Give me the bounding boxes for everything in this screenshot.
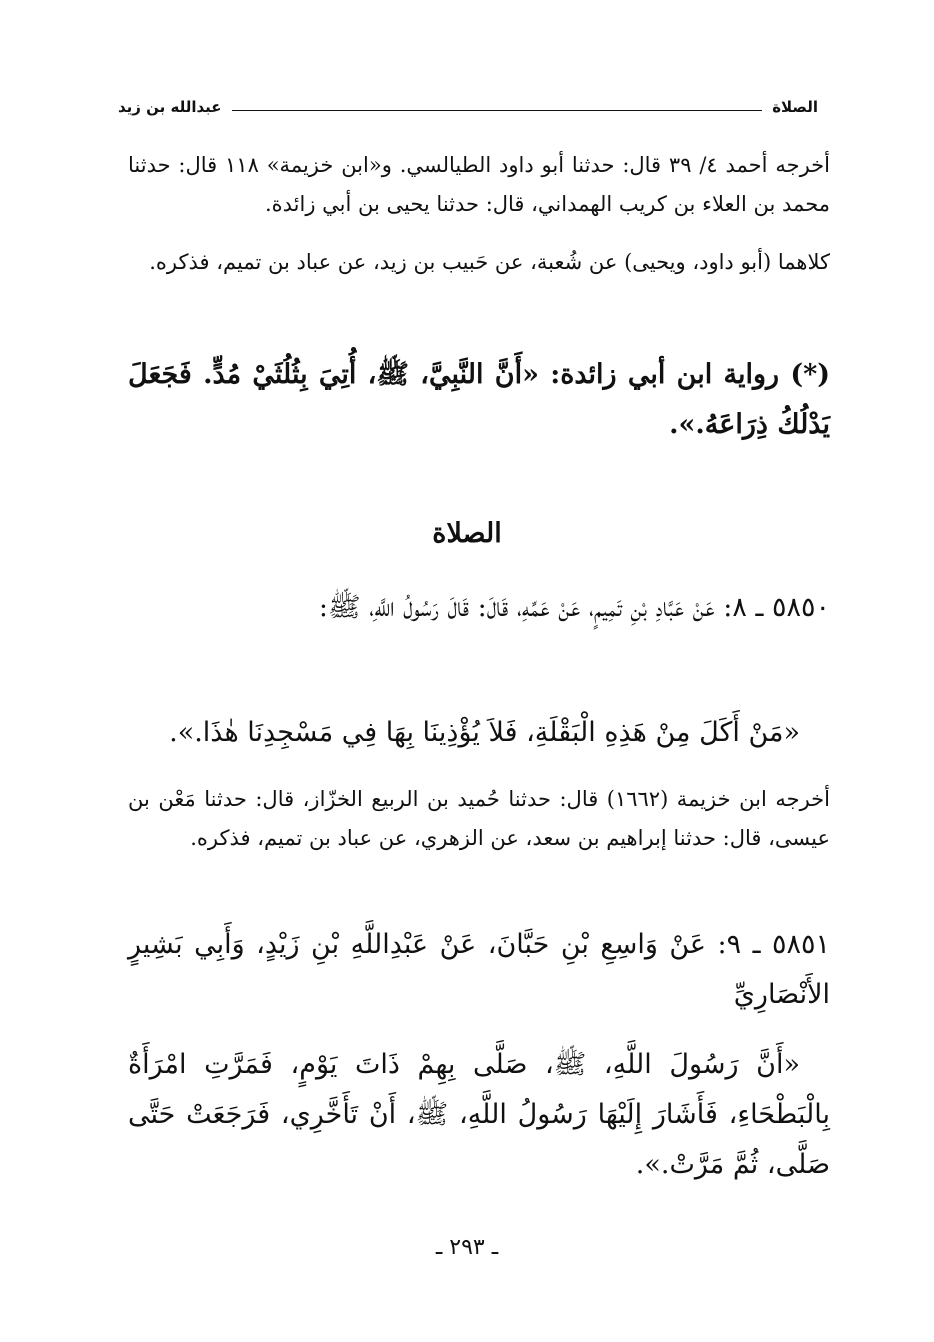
hadith-5850-intro: ٥٨٥٠ ـ ٨: عَنْ عَبَّادِ بْنِ تَمِيمٍ، عَنْ عَمِّهِ، قَالَ: قَالَ رَسُولُ اللَّهِ، ﷺ:: [318, 592, 830, 623]
takhrij-note-2: كلاهما (أبو داود، ويحيى) عن شُعبة، عن حَبيب بن زيد، عن عباد بن تميم، فذكره.: [149, 250, 830, 274]
takhrij-note-1: أخرجه أحمد ٤/ ٣٩ قال: حدثنا أبو داود الطيالسي. و«ابن خزيمة» ١١٨ قال: حدثنا محمد بن العلاء بن كريب الهمداني، قال: حدثنا يحيى بن أبي زائدة.: [128, 153, 830, 216]
section-heading: الصلاة: [432, 518, 502, 549]
takhrij-note-3: أخرجه ابن خزيمة (١٦٦٢) قال: حدثنا حُميد بن الربيع الخزّاز، قال: حدثنا مَعْن بن عيسى، قال: حدثنا إبراهيم بن سعد، عن الزهري، عن عباد بن تميم، فذكره.: [128, 787, 830, 850]
hadith-5851-text: «أَنَّ رَسُولَ اللَّهِ، ﷺ، صَلَّى بِهِمْ ذَاتَ يَوْمٍ، فَمَرَّتِ امْرَأَةٌ بِالْبَطْحَاءِ، فَأَشَارَ إِلَيْهَا رَسُولُ اللَّهِ، ﷺ، أَنْ تَأَخَّرِي، فَرَجَعَتْ حَتَّى صَلَّى، ثُمَّ مَرَّتْ.».: [128, 1049, 830, 1180]
header-section-title: الصلاة: [772, 98, 818, 116]
variant-narration: (*) رواية ابن أبي زائدة: «أَنَّ النَّبِيَّ، ﷺ، أُتِيَ بِثُلُثَيْ مُدٍّ. فَجَعَلَ يَدْلُكُ ذِرَاعَهُ.».: [128, 359, 830, 440]
running-header: [118, 86, 818, 116]
page-number: ـ ٢٩٣ ـ: [435, 1235, 499, 1260]
hadith-5851-intro: ٥٨٥١ ـ ٩: عَنْ وَاسِعِ بْنِ حَبَّانَ، عَنْ عَبْدِاللَّهِ بْنِ زَيْدٍ، وَأَبِي بَشِيرٍ الأَنْصَارِيِّ: [128, 929, 830, 1010]
header-narrator: عبدالله بن زيد: [118, 98, 222, 116]
header-rule: [232, 110, 763, 111]
hadith-5850-text: «مَنْ أَكَلَ مِنْ هَذِهِ الْبَقْلَةِ، فَلاَ يُؤْذِينَا بِهَا فِي مَسْجِدِنَا هٰذَا.».: [169, 717, 800, 748]
